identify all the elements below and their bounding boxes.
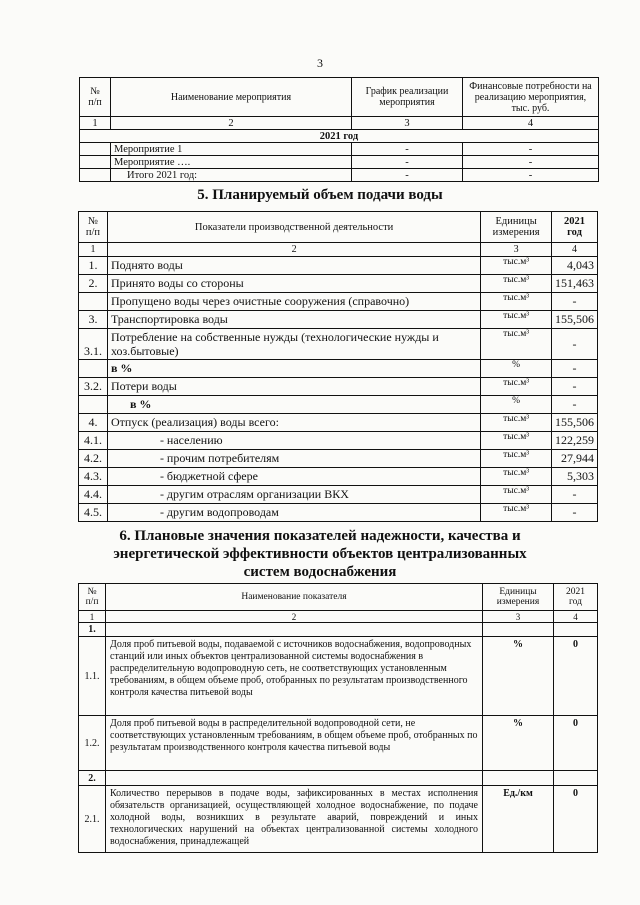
row-unit: тыс.м³: [481, 504, 552, 522]
table-row: [79, 275, 598, 293]
row-name: Потребление на собственные нужды (технологические нужды и хоз.бытовые): [107, 329, 480, 360]
index-row: [79, 243, 598, 257]
table-row: [80, 169, 599, 182]
table-row: [79, 432, 598, 450]
section-title: 5. Планируемый объем подачи воды: [197, 187, 443, 203]
row-unit: [483, 623, 554, 637]
row-value: -: [552, 329, 598, 360]
table-row: [79, 771, 598, 786]
col-header-name: Наименование мероприятия: [111, 78, 352, 117]
table-row: [80, 156, 599, 169]
row-num: 4.2.: [79, 450, 108, 468]
row-unit: тыс.м³: [481, 275, 552, 293]
row-unit: тыс.м³: [481, 468, 552, 486]
row-num: 4.3.: [79, 468, 108, 486]
table-row: [79, 414, 598, 432]
row-name: Количество перерывов в подаче воды, зафиксированных в местах исполнения обязательств организацией, осуществляющей холодное водоснабжение, по подаче холодной воды, возникших в результате аварий, повреждений и иных технологических нарушений на объектах централизованной системы холодного водоснабжения, принадлежащей: [106, 786, 483, 853]
row-finance: -: [463, 156, 599, 169]
row-num: [80, 143, 111, 156]
row-num: [79, 360, 108, 378]
index-cell: 1: [80, 117, 111, 130]
col-header-num: № п/п: [79, 212, 108, 243]
table-row: [79, 329, 598, 360]
row-unit: %: [481, 396, 552, 414]
col-header-year: 2021 год: [554, 584, 598, 611]
table-row: [79, 360, 598, 378]
row-unit: %: [483, 716, 554, 771]
col-header-num: № п/п: [79, 584, 106, 611]
row-num: 1.2.: [79, 716, 106, 771]
table-row: [79, 396, 598, 414]
col-header-year: 2021 год: [552, 212, 598, 243]
index-cell: 2: [106, 611, 483, 623]
row-value: 155,506: [552, 311, 598, 329]
year-label: 2021 год: [80, 130, 599, 143]
row-unit: тыс.м³: [481, 378, 552, 396]
col-header-schedule: График реализации мероприятия: [352, 78, 463, 117]
activities-table: [79, 77, 599, 182]
row-num: 1.1.: [79, 637, 106, 716]
index-cell: 3: [481, 243, 552, 257]
row-value: -: [552, 396, 598, 414]
row-num: 4.4.: [79, 486, 108, 504]
row-schedule: -: [352, 169, 463, 182]
row-name: Поднято воды: [107, 257, 480, 275]
row-value: 5,303: [552, 468, 598, 486]
table-row: [79, 623, 598, 637]
row-num: 3.2.: [79, 378, 108, 396]
row-name: Пропущено воды через очистные сооружения (справочно): [107, 293, 480, 311]
row-finance: -: [463, 143, 599, 156]
row-unit: %: [483, 637, 554, 716]
page-number: 3: [317, 56, 323, 70]
row-num: 4.: [79, 414, 108, 432]
row-name: [106, 771, 483, 786]
row-name: - прочим потребителям: [107, 450, 480, 468]
row-unit: тыс.м³: [481, 257, 552, 275]
row-value: 151,463: [552, 275, 598, 293]
index-cell: 4: [554, 611, 598, 623]
table-row: [79, 486, 598, 504]
row-name: Отпуск (реализация) воды всего:: [107, 414, 480, 432]
reliability-indicators-table: [78, 583, 598, 853]
col-header-unit: Единицы измерения: [483, 584, 554, 611]
row-unit: %: [481, 360, 552, 378]
table-row: [79, 716, 598, 771]
row-unit: тыс.м³: [481, 311, 552, 329]
row-name: Мероприятие ….: [111, 156, 352, 169]
table-header-row: [79, 584, 598, 611]
row-value: -: [552, 293, 598, 311]
row-value: 0: [554, 637, 598, 716]
row-unit: тыс.м³: [481, 329, 552, 360]
row-unit: [483, 771, 554, 786]
row-value: 0: [554, 786, 598, 853]
row-num: [80, 156, 111, 169]
row-unit: тыс.м³: [481, 414, 552, 432]
year-row: [80, 130, 599, 143]
row-num: 2.: [79, 771, 106, 786]
row-unit: тыс.м³: [481, 293, 552, 311]
row-value: 0: [554, 716, 598, 771]
index-cell: 4: [463, 117, 599, 130]
row-unit: тыс.м³: [481, 450, 552, 468]
index-cell: 4: [552, 243, 598, 257]
row-finance: -: [463, 169, 599, 182]
row-name: Транспортировка воды: [107, 311, 480, 329]
water-supply-table: [78, 211, 598, 522]
row-num: 2.1.: [79, 786, 106, 853]
row-num: 3.: [79, 311, 108, 329]
table-row: [79, 786, 598, 853]
row-unit: тыс.м³: [481, 432, 552, 450]
row-value: 4,043: [552, 257, 598, 275]
row-value: 27,944: [552, 450, 598, 468]
index-cell: 1: [79, 243, 108, 257]
row-schedule: -: [352, 156, 463, 169]
table-row: [79, 468, 598, 486]
row-num: [79, 396, 108, 414]
table-row: [79, 378, 598, 396]
row-name: в %: [107, 360, 480, 378]
row-name: - бюджетной сфере: [107, 468, 480, 486]
row-name: Доля проб питьевой воды, подаваемой с источников водоснабжения, водопроводных станций или иных объектов централизованной системы водоснабжения в распределительную водопроводную сеть, не соответствующих установленным требованиям, в общем объеме проб, отобранных по результатам производственного контроля качества питьевой воды: [106, 637, 483, 716]
row-name: - другим водопроводам: [107, 504, 480, 522]
index-cell: 3: [352, 117, 463, 130]
row-value: [554, 771, 598, 786]
table-row: [79, 637, 598, 716]
col-header-unit: Единицы измерения: [481, 212, 552, 243]
col-header-name: Наименование показателя: [106, 584, 483, 611]
row-num: 2.: [79, 275, 108, 293]
row-name: Доля проб питьевой воды в распределительной водопроводной сети, не соответствующих установленным требованиям, в общем объеме проб, отобранных по результатам производственного контроля качества питьевой воды: [106, 716, 483, 771]
row-value: [554, 623, 598, 637]
table-row: [79, 504, 598, 522]
row-value: -: [552, 378, 598, 396]
row-value: -: [552, 504, 598, 522]
row-name: Потери воды: [107, 378, 480, 396]
section-title: 6. Плановые значения показателей надежности, качества и энергетической эффективности объектов централизованных систем водоснабжения: [113, 528, 527, 580]
row-num: 1.: [79, 623, 106, 637]
row-name: Мероприятие 1: [111, 143, 352, 156]
table-row: [79, 311, 598, 329]
row-num: 1.: [79, 257, 108, 275]
row-name: Итого 2021 год:: [111, 169, 352, 182]
row-num: [79, 293, 108, 311]
row-num: 3.1.: [79, 329, 108, 360]
index-cell: 2: [111, 117, 352, 130]
row-name: - населению: [107, 432, 480, 450]
table-header-row: [80, 78, 599, 117]
table-row: [79, 293, 598, 311]
row-num: [80, 169, 111, 182]
row-value: -: [552, 486, 598, 504]
table-row: [79, 450, 598, 468]
index-cell: 3: [483, 611, 554, 623]
row-name: Принято воды со стороны: [107, 275, 480, 293]
index-cell: 1: [79, 611, 106, 623]
row-schedule: -: [352, 143, 463, 156]
table-header-row: [79, 212, 598, 243]
col-header-num: № п/п: [80, 78, 111, 117]
row-value: 122,259: [552, 432, 598, 450]
index-cell: 2: [107, 243, 480, 257]
row-num: 4.5.: [79, 504, 108, 522]
row-unit: тыс.м³: [481, 486, 552, 504]
table-row: [80, 143, 599, 156]
row-value: 155,506: [552, 414, 598, 432]
table-row: [79, 257, 598, 275]
row-name: [106, 623, 483, 637]
row-name: - другим отраслям организации ВКХ: [107, 486, 480, 504]
col-header-finance: Финансовые потребности на реализацию мероприятия, тыс. руб.: [463, 78, 599, 117]
row-num: 4.1.: [79, 432, 108, 450]
index-row: [79, 611, 598, 623]
row-name: в %: [107, 396, 480, 414]
index-row: [80, 117, 599, 130]
row-unit: Ед./км: [483, 786, 554, 853]
row-value: -: [552, 360, 598, 378]
col-header-name: Показатели производственной деятельности: [107, 212, 480, 243]
